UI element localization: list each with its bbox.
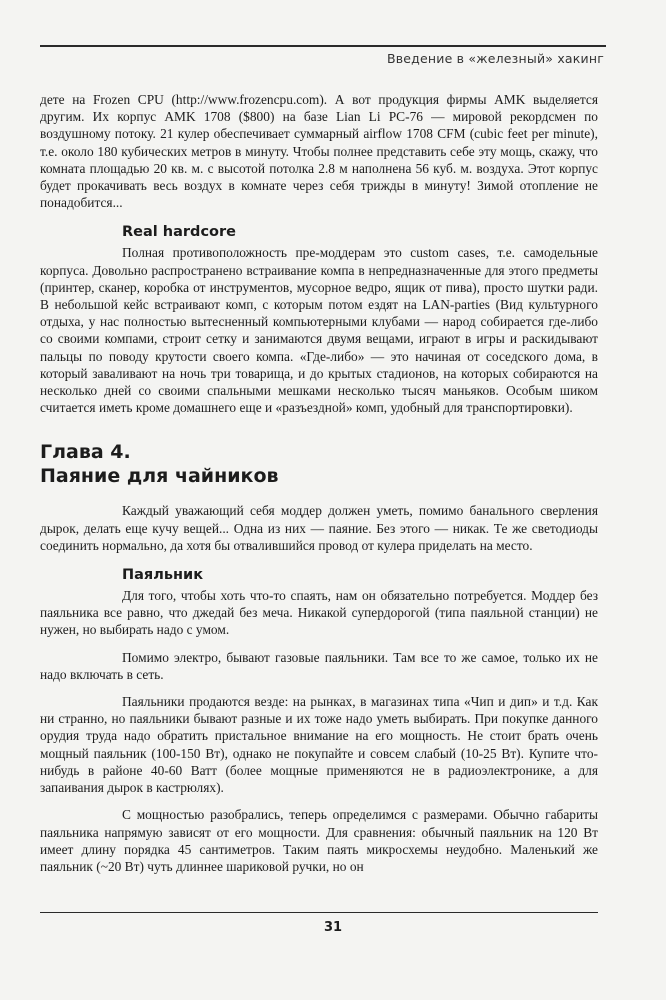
paragraph-frozen-cpu: дете на Frozen CPU (http://www.frozencpu.com). А вот продукция фирмы AMK выделяется другим. Их корпус AMK 1708 ($800) на базе Lian Li PC-76 — мировой рекордсмен по воздушному потоку. 21 кулер обеспечивает суммарный airflow 1708 CFM (cubic feet per minute), т.е. около 180 кубических метров в минуту. Чтобы полнее представить себе эту мощь, скажу, что комната площадью 20 кв. м. с высотой потолка 2.8 м наполнена 56 куб. м. воздуха. Этот корпус будет прокачивать весь воздух в комнате через себя трижды в минуту! Зимой отопление не понадобится... <box>40 92 598 211</box>
section-heading-soldering-iron: Паяльник <box>122 567 204 584</box>
header-rule <box>40 45 606 47</box>
footer-rule <box>40 912 598 913</box>
page-number: 31 <box>323 920 343 935</box>
paragraph-iron-size: С мощностью разобрались, теперь определимся с размерами. Обычно габариты паяльника напрямую зависят от его мощности. Для сравнения: обычный паяльник на 120 Вт имеет длину порядка 45 сантиметров. Таким паять микросхемы неудобно. Маленький же паяльник (~20 Вт) чуть длиннее шариковой ручки, но он <box>40 807 598 874</box>
paragraph-iron-gas: Помимо электро, бывают газовые паяльники. Там все то же самое, только их не надо включать в сеть. <box>40 649 598 682</box>
paragraph-iron-need: Для того, чтобы хоть что-то спаять, нам он обязательно потребуется. Моддер без паяльника все равно, что джедай без меча. Никакой супердорогой (типа паяльной станции) не нужен, но выбирать надо с умом. <box>40 588 598 638</box>
paragraph-iron-power: Паяльники продаются везде: на рынках, в магазинах типа «Чип и дип» и т.д. Как ни странно, но паяльники бывают разные и их тоже надо уметь выбирать. При покупке данного орудия труда надо обратить пристальное внимание на его мощность. Не стоит брать очень мощный паяльник (100-150 Вт), однако не покупайте и совсем слабый (10-25 Вт). Купите что-нибудь в районе 40-60 Ватт (более мощные применяются не в радиоэлектронике, а для запаивания дырок в кастрюлях). <box>40 694 598 796</box>
running-header-title: Введение в «железный» хакинг <box>386 51 604 66</box>
paragraph-chapter-intro: Каждый уважающий себя моддер должен уметь, помимо банального сверления дырок, делать еще кучу вещей... Одна из них — паяние. Без этого — никак. Те же светодиоды соединить нормально, да хотя бы отвалившийся провод от кулера приделать на место. <box>40 503 598 553</box>
chapter-heading <box>40 440 598 488</box>
chapter-title: Паяние для чайников <box>40 465 279 488</box>
chapter-number: Глава 4. <box>40 441 131 464</box>
page-body <box>40 91 598 875</box>
paragraph-custom-cases: Полная противоположность пре-моддерам это custom cases, т.е. самодельные корпуса. Довольно распространено встраивание компа в непредназначенные для этого предметы (принтер, сканер, коробка от инструментов, мусорное ведро, ящик от пива), просто шутки ради. В небольшой кейс встраивают комп, с которым потом ездят на LAN-parties (Вид культурного отдыха, у нас полностью вытесненный компьютерными клубами — народ собирается где-либо со своими компами, строит сетку и занимаются двумя вещами, играют в игры и раскидывают пальцы по поводу крутости своего компа. «Где-либо» — это начиная от соседского дома, в который заваливают на ночь три товарища, и до крытых стадионов, на которых собираются на несколько дней со своими спальными мешками несколько тысяч маньяков. Особым шиком считается иметь кроме домашнего еще и «разъездной» комп, удобный для транспортировки). <box>40 245 598 416</box>
section-heading-real-hardcore: Real hardcore <box>122 224 236 241</box>
